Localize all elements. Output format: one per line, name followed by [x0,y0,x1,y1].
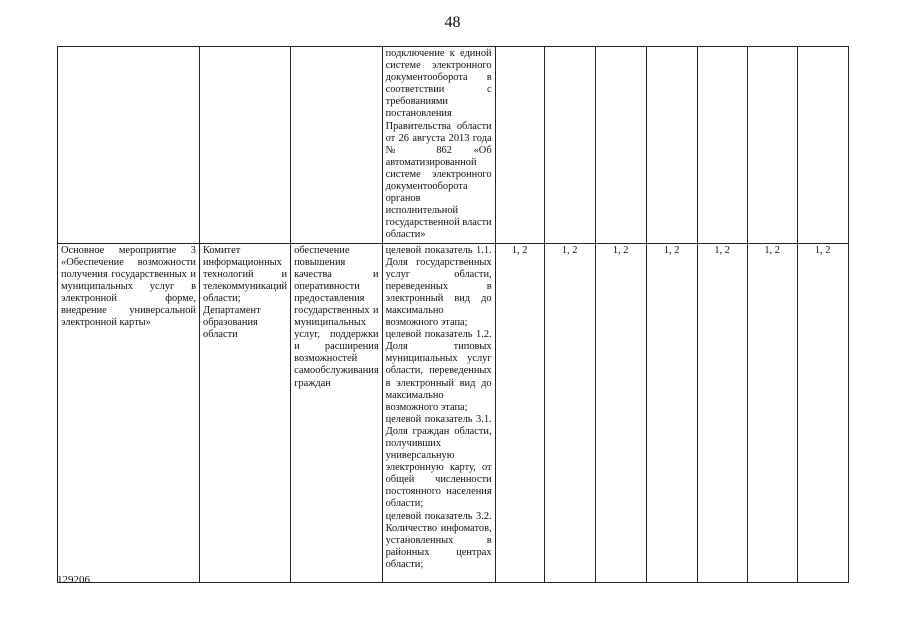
value-cell: 1, 2 [697,243,747,582]
goal-cell [291,47,382,244]
value-cell: 1, 2 [747,243,797,582]
value-cell: 1, 2 [495,243,544,582]
value-cell [747,47,797,244]
value-cell [495,47,544,244]
program-table [57,46,849,583]
executor-cell: Комитет информационных технологий и телекоммуникаций области; Департамент образования области [200,243,291,582]
document-code: 129206 [57,574,90,586]
value-cell [595,47,646,244]
table-row [58,243,849,582]
page-number: 48 [444,14,461,31]
value-cell [544,47,595,244]
value-cell: 1, 2 [595,243,646,582]
value-cell: 1, 2 [646,243,697,582]
value-cell: 1, 2 [544,243,595,582]
activity-cell: Основное мероприятие 3 «Обеспечение возможности получения государственных и муниципальных услуг в электронной форме, внедрение универсальной электронной карты» [58,243,200,582]
value-cell: 1, 2 [797,243,848,582]
table-row [58,47,849,244]
activity-cell [58,47,200,244]
indicator-cell: целевой показатель 1.1. Доля государственных услуг области, переведенных в электронный вид до максимально возможного этапа; целевой показатель 1.2. Доля типовых муниципальных услуг области, переведенных в электронный вид до максимально возможного этапа; целевой показатель 3.1. Доля граждан области, получивших универсальную электронную карту, от общей численности постоянного населения области; целевой показатель 3.2. Количество инфоматов, установленных в районных центрах области; [382,243,495,582]
goal-cell: обеспечение повышения качества и оперативности предоставления государственных и муниципальных услуг, поддержки и расширения возможностей самообслуживания граждан [291,243,382,582]
indicator-cell: подключение к единой системе электронного документооборота в соответствии с требованиями постановления Правительства области от 26 августа 2013 года № 862 «Об автоматизированной системе электронного документооборота органов исполнительной государственной власти области» [382,47,495,244]
value-cell [797,47,848,244]
value-cell [646,47,697,244]
value-cell [697,47,747,244]
executor-cell [200,47,291,244]
